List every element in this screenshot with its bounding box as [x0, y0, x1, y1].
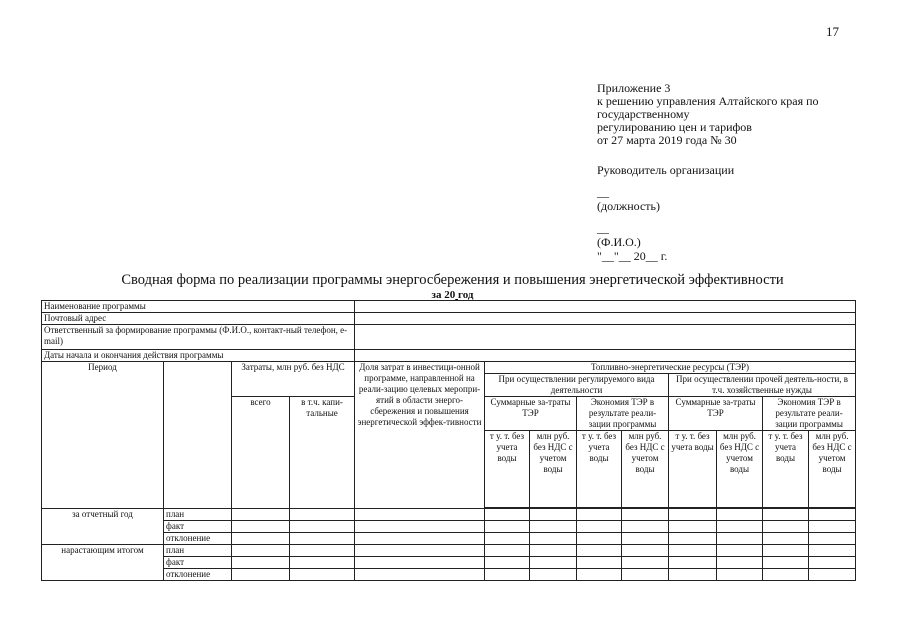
data-cell[interactable] — [622, 509, 669, 521]
data-cell[interactable] — [355, 521, 485, 533]
info-row — [42, 325, 856, 350]
info-value[interactable] — [355, 313, 856, 325]
data-cell[interactable] — [485, 533, 530, 545]
row-type-label: план — [164, 545, 232, 557]
data-cell[interactable] — [622, 521, 669, 533]
unit-header: млн руб. без НДС с учетом воды — [717, 431, 763, 508]
data-cell[interactable] — [669, 557, 717, 569]
data-cell[interactable] — [577, 521, 622, 533]
unit-header: т у. т. без учета воды — [485, 431, 530, 508]
info-label: Почтовый адрес — [42, 313, 355, 325]
summary-form-table — [41, 300, 856, 581]
unit-header: т у. т. без учета воды — [669, 431, 717, 508]
info-row — [42, 313, 856, 325]
data-cell[interactable] — [530, 569, 577, 581]
data-cell[interactable] — [809, 533, 856, 545]
data-cell[interactable] — [530, 557, 577, 569]
data-cell[interactable] — [232, 533, 290, 545]
data-row — [42, 557, 856, 569]
data-cell[interactable] — [577, 545, 622, 557]
data-cell[interactable] — [485, 509, 530, 521]
data-cell[interactable] — [530, 521, 577, 533]
data-cell[interactable] — [577, 569, 622, 581]
data-cell[interactable] — [763, 569, 809, 581]
sum-costs-header: Суммарные за-траты ТЭР — [485, 397, 577, 431]
position-blank: __ — [597, 185, 609, 199]
data-cell[interactable] — [485, 521, 530, 533]
data-cell[interactable] — [809, 509, 856, 521]
data-cell[interactable] — [232, 509, 290, 521]
signature-block — [597, 163, 734, 263]
data-cell[interactable] — [290, 533, 355, 545]
data-cell[interactable] — [717, 569, 763, 581]
appendix-line: от 27 марта 2019 года № 30 — [597, 133, 737, 147]
costs-capital-header: в т.ч. капи-тальные — [290, 397, 355, 509]
unit-header: млн руб. без НДС с учетом воды — [622, 431, 669, 508]
economy-header: Экономия ТЭР в результате реали-зации программы — [577, 397, 669, 431]
data-cell[interactable] — [622, 545, 669, 557]
costs-total-header: всего — [232, 397, 290, 509]
appendix-line: государственному — [597, 107, 690, 121]
row-type-label: отклонение — [164, 533, 232, 545]
data-cell[interactable] — [763, 533, 809, 545]
data-cell[interactable] — [809, 557, 856, 569]
ter-header: Топливно-энергетические ресурсы (ТЭР) — [485, 362, 856, 374]
data-cell[interactable] — [809, 569, 856, 581]
unit-header: млн руб. без НДС с учетом воды — [809, 431, 856, 508]
sum-costs-header: Суммарные за-траты ТЭР — [669, 397, 763, 431]
data-cell[interactable] — [763, 557, 809, 569]
data-cell[interactable] — [355, 557, 485, 569]
data-cell[interactable] — [622, 533, 669, 545]
period-group-label: за отчетный год — [42, 509, 164, 545]
unit-header: млн руб. без НДС с учетом воды — [530, 431, 577, 508]
data-cell[interactable] — [763, 521, 809, 533]
position-label: (должность) — [597, 199, 660, 213]
data-cell[interactable] — [577, 509, 622, 521]
period-sub-header — [164, 362, 232, 509]
other-activity-header: При осуществлении прочей деятель-ности, в т.ч. хозяйственные нужды — [669, 374, 856, 397]
data-cell[interactable] — [290, 509, 355, 521]
subtitle-prefix: за 20 — [431, 289, 456, 301]
name-blank: __ — [597, 221, 609, 235]
subtitle-suffix: год — [457, 289, 474, 301]
period-group-label: нарастающим итогом — [42, 545, 164, 581]
data-cell[interactable] — [485, 545, 530, 557]
row-type-label: факт — [164, 521, 232, 533]
info-value[interactable] — [355, 350, 856, 362]
data-row — [42, 569, 856, 581]
data-cell[interactable] — [669, 545, 717, 557]
data-cell[interactable] — [717, 521, 763, 533]
data-cell[interactable] — [232, 545, 290, 557]
info-value[interactable] — [355, 325, 856, 350]
period-header: Период — [42, 362, 164, 509]
unit-header: т у. т. без учета воды — [577, 431, 622, 508]
data-cell[interactable] — [290, 557, 355, 569]
data-cell[interactable] — [717, 509, 763, 521]
data-cell[interactable] — [290, 545, 355, 557]
info-row — [42, 301, 856, 313]
data-cell[interactable] — [717, 557, 763, 569]
data-cell[interactable] — [669, 533, 717, 545]
data-cell[interactable] — [530, 533, 577, 545]
data-cell[interactable] — [232, 569, 290, 581]
appendix-line: Приложение 3 — [597, 81, 671, 95]
data-cell[interactable] — [622, 569, 669, 581]
appendix-line: к решению управления Алтайского края по — [597, 94, 819, 108]
signature-head: Руководитель организации — [597, 163, 735, 177]
form-title: Сводная форма по реализации программы энергосбережения и повышения энергетической эффективности — [121, 272, 784, 288]
page-number: 17 — [826, 24, 839, 39]
info-label: Ответственный за формирование программы (Ф.И.О., контакт-ный телефон, e-mail) — [42, 325, 355, 350]
info-label: Даты начала и окончания действия программы — [42, 350, 355, 362]
data-cell[interactable] — [717, 545, 763, 557]
regulated-header: При осуществлении регулируемого вида деятельности — [485, 374, 669, 397]
data-cell[interactable] — [355, 569, 485, 581]
appendix-line: регулированию цен и тарифов — [597, 120, 752, 134]
data-cell[interactable] — [485, 557, 530, 569]
data-row — [42, 533, 856, 545]
info-value[interactable] — [355, 301, 856, 313]
data-cell[interactable] — [763, 545, 809, 557]
data-cell[interactable] — [232, 557, 290, 569]
unit-header: т у. т. без учета воды — [763, 431, 809, 508]
info-row — [42, 350, 856, 362]
data-cell[interactable] — [809, 521, 856, 533]
data-cell[interactable] — [577, 557, 622, 569]
row-type-label: отклонение — [164, 569, 232, 581]
date-line: "__"__ 20__ г. — [597, 249, 668, 263]
info-label: Наименование программы — [42, 301, 355, 313]
data-row — [42, 521, 856, 533]
name-label: (Ф.И.О.) — [597, 235, 641, 249]
costs-header: Затраты, млн руб. без НДС — [232, 362, 355, 397]
data-cell[interactable] — [530, 545, 577, 557]
data-cell[interactable] — [232, 521, 290, 533]
row-type-label: факт — [164, 557, 232, 569]
data-cell[interactable] — [577, 533, 622, 545]
data-cell[interactable] — [355, 509, 485, 521]
appendix-block — [597, 82, 819, 147]
data-row — [42, 509, 856, 521]
data-cell[interactable] — [717, 533, 763, 545]
data-cell[interactable] — [290, 569, 355, 581]
economy-header: Экономия ТЭР в результате реали-зации программы — [763, 397, 856, 431]
data-cell[interactable] — [290, 521, 355, 533]
data-cell[interactable] — [763, 509, 809, 521]
data-cell[interactable] — [355, 545, 485, 557]
data-cell[interactable] — [530, 509, 577, 521]
data-cell[interactable] — [669, 509, 717, 521]
data-cell[interactable] — [485, 569, 530, 581]
data-cell[interactable] — [355, 533, 485, 545]
data-cell[interactable] — [809, 545, 856, 557]
share-header: Доля затрат в инвестици-онной программе, направленной на реали-зацию целевых меропри-ятий в области энерго-сбережения и повышения энергетической эффек-тивности — [355, 362, 485, 509]
data-cell[interactable] — [669, 521, 717, 533]
header-row — [42, 362, 856, 374]
data-row — [42, 545, 856, 557]
data-cell[interactable] — [669, 569, 717, 581]
row-type-label: план — [164, 509, 232, 521]
data-cell[interactable] — [622, 557, 669, 569]
